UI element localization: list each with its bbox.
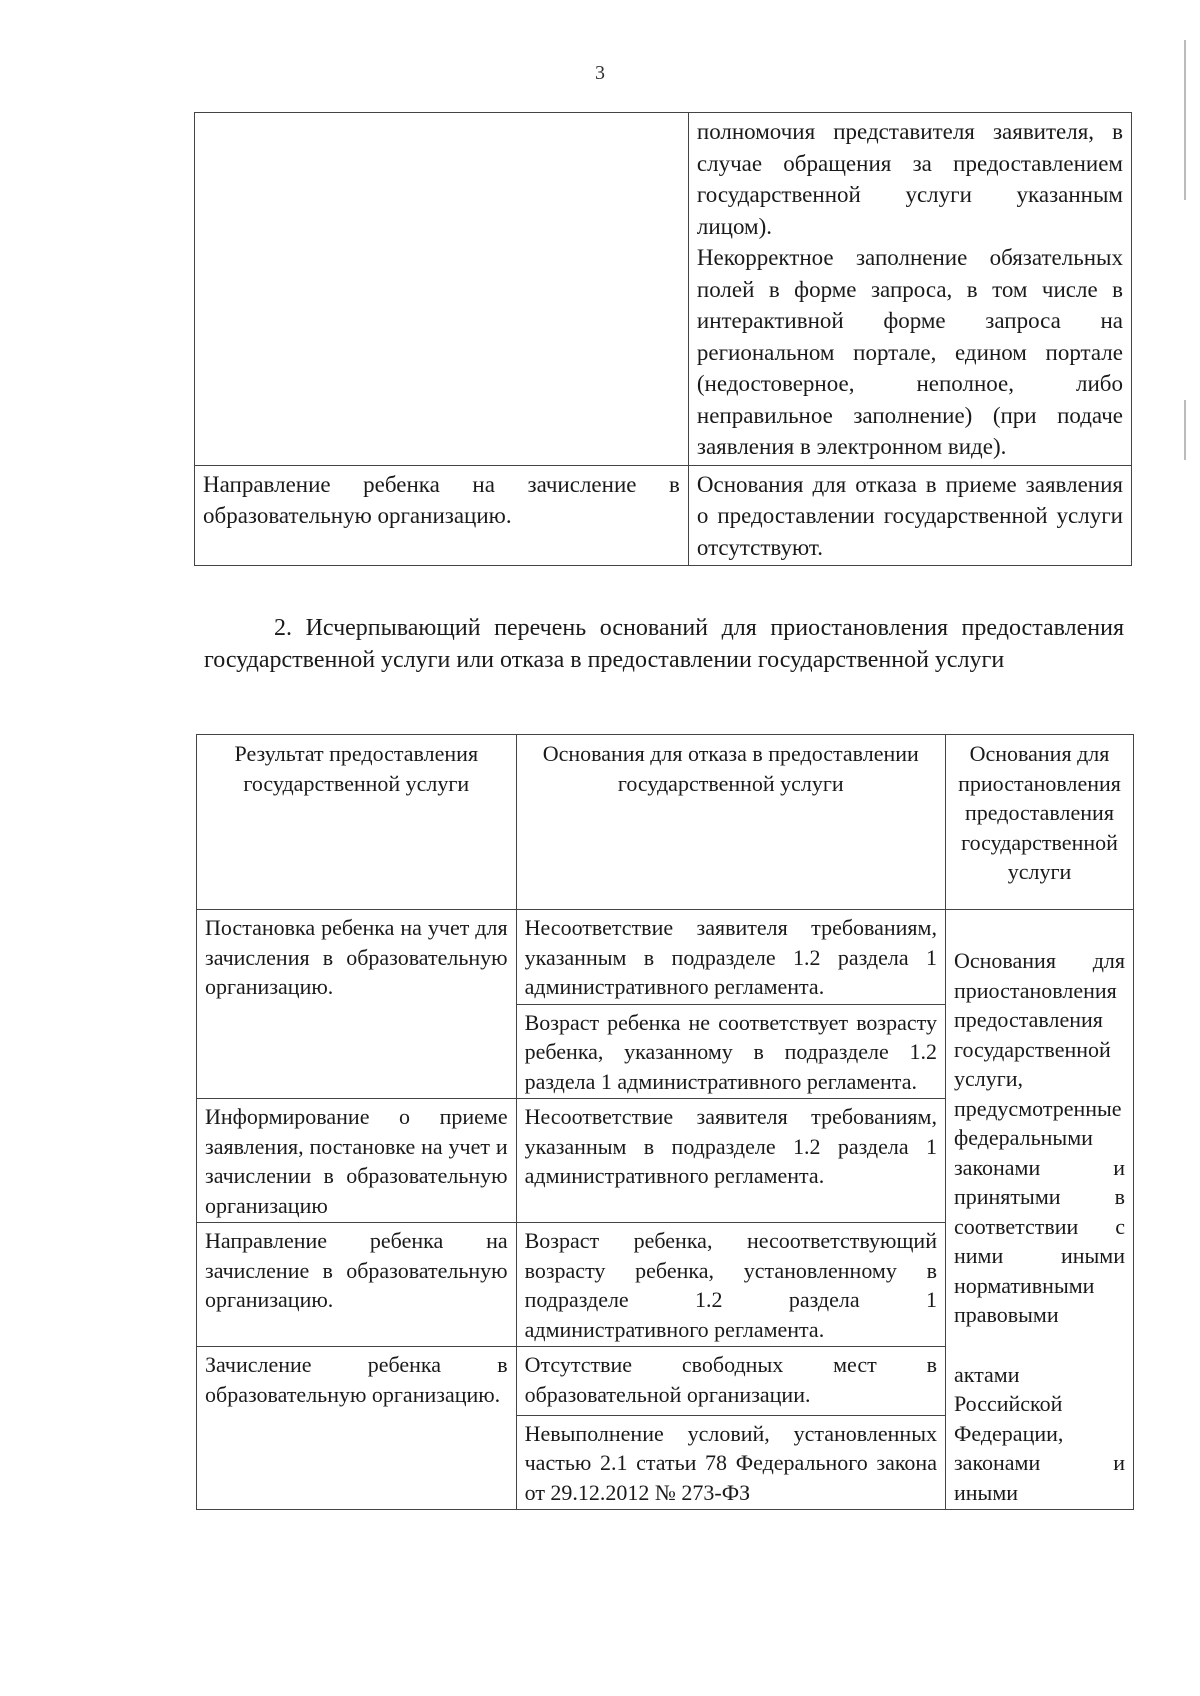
table-cell-empty <box>195 113 689 466</box>
section-2-heading-paragraph: 2. Исчерпывающий перечень оснований для приостановления предоставления государственной услуги или отказа в предоставлении государственной услуги <box>204 615 1124 673</box>
refusal-cell: Возраст ребенка, несоответствующий возрасту ребенка, установленному в подразделе 1.2 раздела 1 административного регламента. <box>516 1223 945 1347</box>
table-cell: Направление ребенка на зачисление в образовательную организацию. <box>195 465 689 566</box>
table-row <box>197 910 1134 1005</box>
grounds-table-continued <box>194 112 1132 566</box>
suspension-text: актами Российской Федерации, законами и иными <box>953 1361 1125 1505</box>
result-cell: Направление ребенка на зачисление в образовательную организацию. <box>197 1223 517 1347</box>
refusal-cell: Отсутствие свободных мест в образовательной организации. <box>516 1347 945 1416</box>
suspension-refusal-table <box>196 734 1134 1510</box>
suspension-common-cell <box>945 910 1133 1510</box>
cell-paragraph: полномочия представителя заявителя, в случае обращения за предоставлением государственной услуги указанным лицом). <box>696 119 1123 239</box>
table-row <box>195 113 1132 466</box>
suspension-text: Основания для приостановления предоставления государственной услуги, предусмотренные федеральными законами и принятыми в соответствии с ними иными нормативными правовыми <box>953 948 1125 1327</box>
refusal-cell: Невыполнение условий, установленных частью 2.1 статьи 78 Федерального закона от 29.12.2012 № 273-ФЗ <box>516 1415 945 1510</box>
column-header-suspension: Основания для приостановления предоставления государственной услуги <box>945 735 1133 910</box>
result-cell: Постановка ребенка на учет для зачисления в образовательную организацию. <box>197 910 517 1099</box>
scan-edge-mark <box>1184 40 1186 200</box>
table-header-row <box>197 735 1134 910</box>
result-cell: Зачисление ребенка в образовательную организацию. <box>197 1347 517 1510</box>
table-cell: Основания для отказа в приеме заявления о предоставлении государственной услуги отсутствуют. <box>688 465 1131 566</box>
cell-paragraph: Некорректное заполнение обязательных полей в форме запроса, в том числе в интерактивной форме запроса на региональном портале, едином портале (недостоверное, неполное, либо неправильное заполнение) (при подаче заявления в электронном виде). <box>696 245 1123 459</box>
refusal-cell: Несоответствие заявителя требованиям, указанным в подразделе 1.2 раздела 1 административного регламента. <box>516 1099 945 1223</box>
scan-edge-mark <box>1184 400 1186 460</box>
table-cell <box>688 113 1131 466</box>
column-header-refusal: Основания для отказа в предоставлении государственной услуги <box>516 735 945 910</box>
result-cell: Информирование о приеме заявления, постановке на учет и зачислении в образовательную организацию <box>197 1099 517 1223</box>
refusal-cell: Возраст ребенка не соответствует возрасту ребенка, указанному в подразделе 1.2 раздела 1 административного регламента. <box>516 1004 945 1099</box>
table-row <box>195 465 1132 566</box>
column-header-result: Результат предоставления государственной услуги <box>197 735 517 910</box>
spacer <box>954 1330 1125 1360</box>
page-number: 3 <box>595 62 605 84</box>
refusal-cell: Несоответствие заявителя требованиям, указанным в подразделе 1.2 раздела 1 административного регламента. <box>516 910 945 1005</box>
